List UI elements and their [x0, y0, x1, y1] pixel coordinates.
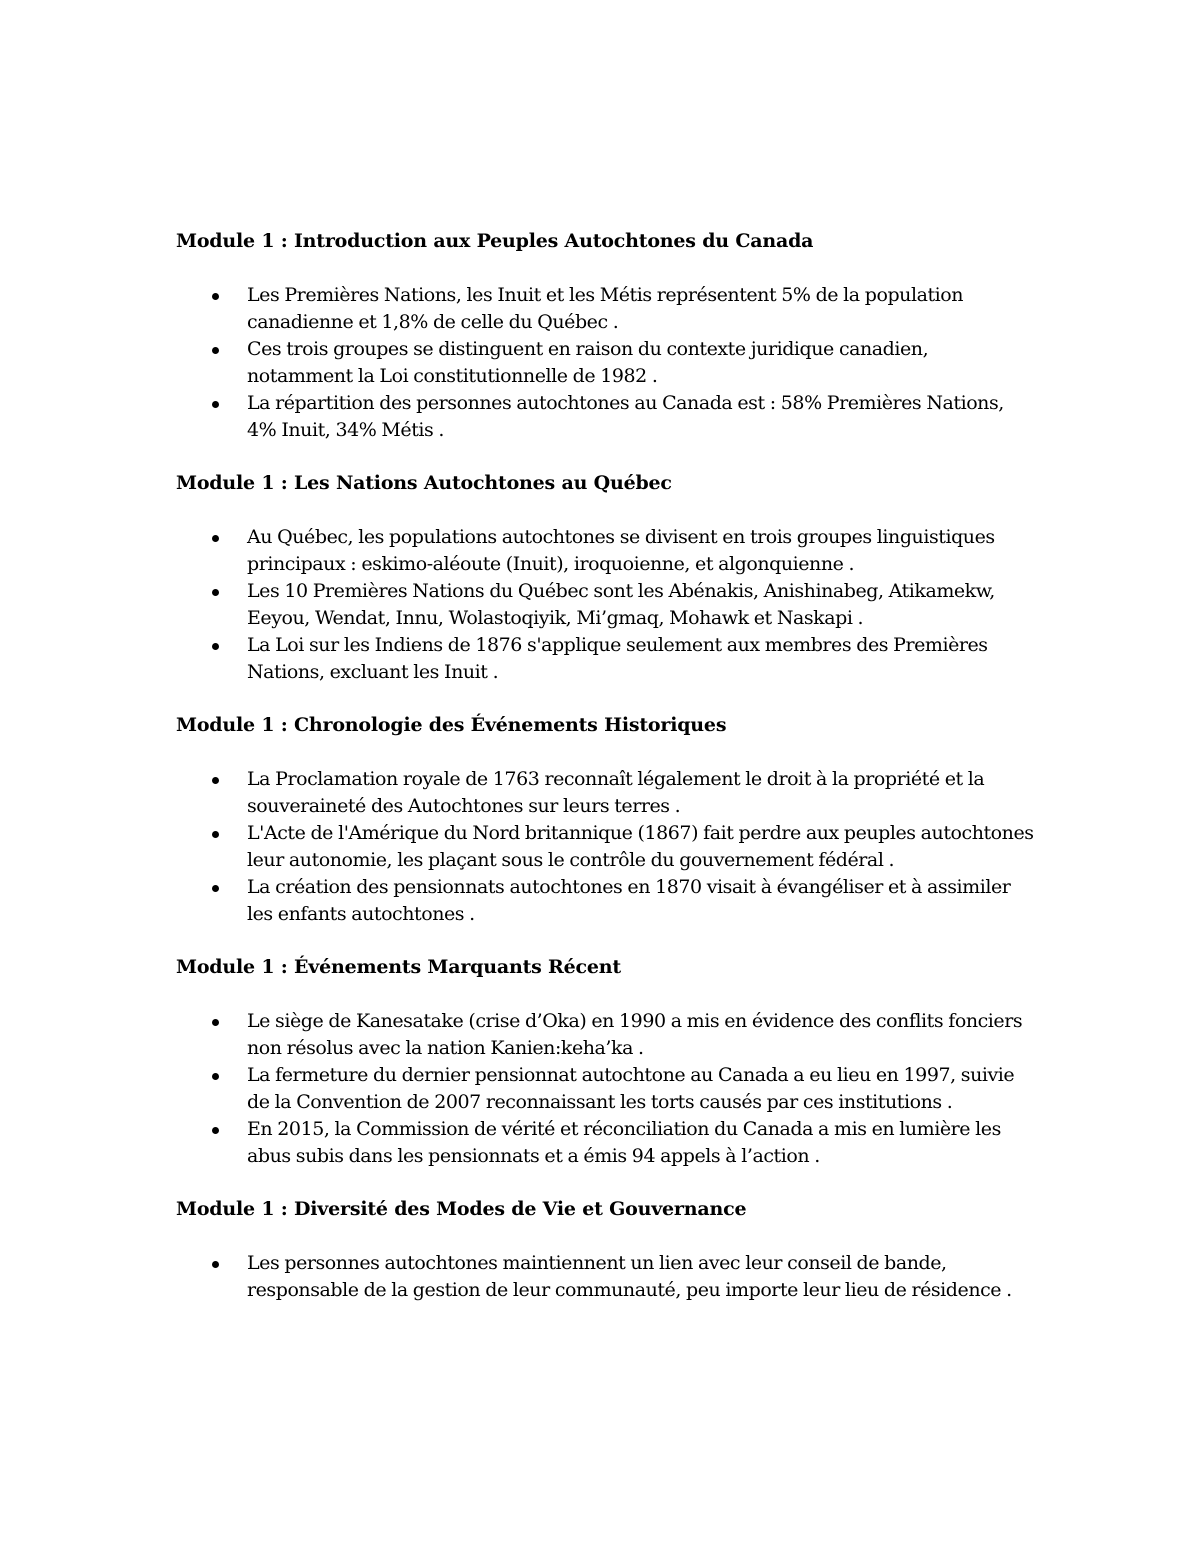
bullet-icon: [212, 1073, 219, 1080]
bullet-icon: [212, 1019, 219, 1026]
section-title: Module 1 : Diversité des Modes de Vie et Gouvernance: [176, 1198, 747, 1220]
list-item: [176, 282, 1036, 336]
list-item: [176, 390, 1036, 444]
bullet-icon: [212, 293, 219, 300]
list-item-text: Les Premières Nations, les Inuit et les Métis représentent 5% de la population canadienne et 1,8% de celle du Québec .: [247, 284, 964, 333]
list-item-text: La création des pensionnats autochtones en 1870 visait à évangéliser et à assimiler les enfants autochtones .: [247, 876, 1011, 925]
document-body: [176, 228, 1036, 1330]
bullet-icon: [212, 401, 219, 408]
list-item: [176, 874, 1036, 928]
bullet-list: [176, 1008, 1036, 1170]
list-item: [176, 1250, 1036, 1304]
list-item: [176, 820, 1036, 874]
list-item: [176, 766, 1036, 820]
list-item: [176, 578, 1036, 632]
bullet-icon: [212, 347, 219, 354]
bullet-icon: [212, 1261, 219, 1268]
list-item-text: La fermeture du dernier pensionnat autochtone au Canada a eu lieu en 1997, suivie de la Convention de 2007 reconnaissant les torts causés par ces institutions .: [247, 1064, 1015, 1113]
bullet-list: [176, 766, 1036, 928]
list-item-text: L'Acte de l'Amérique du Nord britannique (1867) fait perdre aux peuples autochtones leur autonomie, les plaçant sous le contrôle du gouvernement fédéral .: [247, 822, 1034, 871]
list-item: [176, 336, 1036, 390]
bullet-icon: [212, 885, 219, 892]
list-item: [176, 524, 1036, 578]
bullet-list: [176, 524, 1036, 686]
bullet-list: [176, 282, 1036, 444]
list-item-text: Les 10 Premières Nations du Québec sont les Abénakis, Anishinabeg, Atikamekw, Eeyou, Wendat, Innu, Wolastoqiyik, Mi’gmaq, Mohawk et Naskapi .: [247, 580, 995, 629]
bullet-icon: [212, 535, 219, 542]
list-item-text: La Loi sur les Indiens de 1876 s'applique seulement aux membres des Premières Nations, excluant les Inuit .: [247, 634, 988, 683]
section-title: Module 1 : Chronologie des Événements Historiques: [176, 714, 727, 736]
section-title: Module 1 : Introduction aux Peuples Autochtones du Canada: [176, 230, 814, 252]
bullet-list: [176, 1250, 1036, 1304]
bullet-icon: [212, 589, 219, 596]
section-evenements-recents: [176, 954, 1036, 1170]
bullet-icon: [212, 1127, 219, 1134]
section-title: Module 1 : Les Nations Autochtones au Québec: [176, 472, 672, 494]
list-item-text: La répartition des personnes autochtones au Canada est : 58% Premières Nations, 4% Inuit, 34% Métis .: [247, 392, 1004, 441]
list-item-text: La Proclamation royale de 1763 reconnaît légalement le droit à la propriété et la souveraineté des Autochtones sur leurs terres .: [247, 768, 985, 817]
bullet-icon: [212, 777, 219, 784]
list-item: [176, 632, 1036, 686]
list-item-text: Le siège de Kanesatake (crise d’Oka) en 1990 a mis en évidence des conflits fonciers non résolus avec la nation Kanien:keha’ka .: [247, 1010, 1023, 1059]
list-item-text: Au Québec, les populations autochtones se divisent en trois groupes linguistiques principaux : eskimo-aléoute (Inuit), iroquoienne, et algonquienne .: [247, 526, 995, 575]
section-modes-de-vie: [176, 1196, 1036, 1304]
list-item-text: Les personnes autochtones maintiennent un lien avec leur conseil de bande, responsable de la gestion de leur communauté, peu importe leur lieu de résidence .: [247, 1252, 1012, 1301]
bullet-icon: [212, 643, 219, 650]
list-item-text: En 2015, la Commission de vérité et réconciliation du Canada a mis en lumière les abus subis dans les pensionnats et a émis 94 appels à l’action .: [247, 1118, 1001, 1167]
list-item-text: Ces trois groupes se distinguent en raison du contexte juridique canadien, notamment la Loi constitutionnelle de 1982 .: [247, 338, 929, 387]
list-item: [176, 1116, 1036, 1170]
bullet-icon: [212, 831, 219, 838]
list-item: [176, 1062, 1036, 1116]
list-item: [176, 1008, 1036, 1062]
section-nations-quebec: [176, 470, 1036, 686]
section-chronologie: [176, 712, 1036, 928]
section-introduction: [176, 228, 1036, 444]
section-title: Module 1 : Événements Marquants Récent: [176, 956, 621, 978]
